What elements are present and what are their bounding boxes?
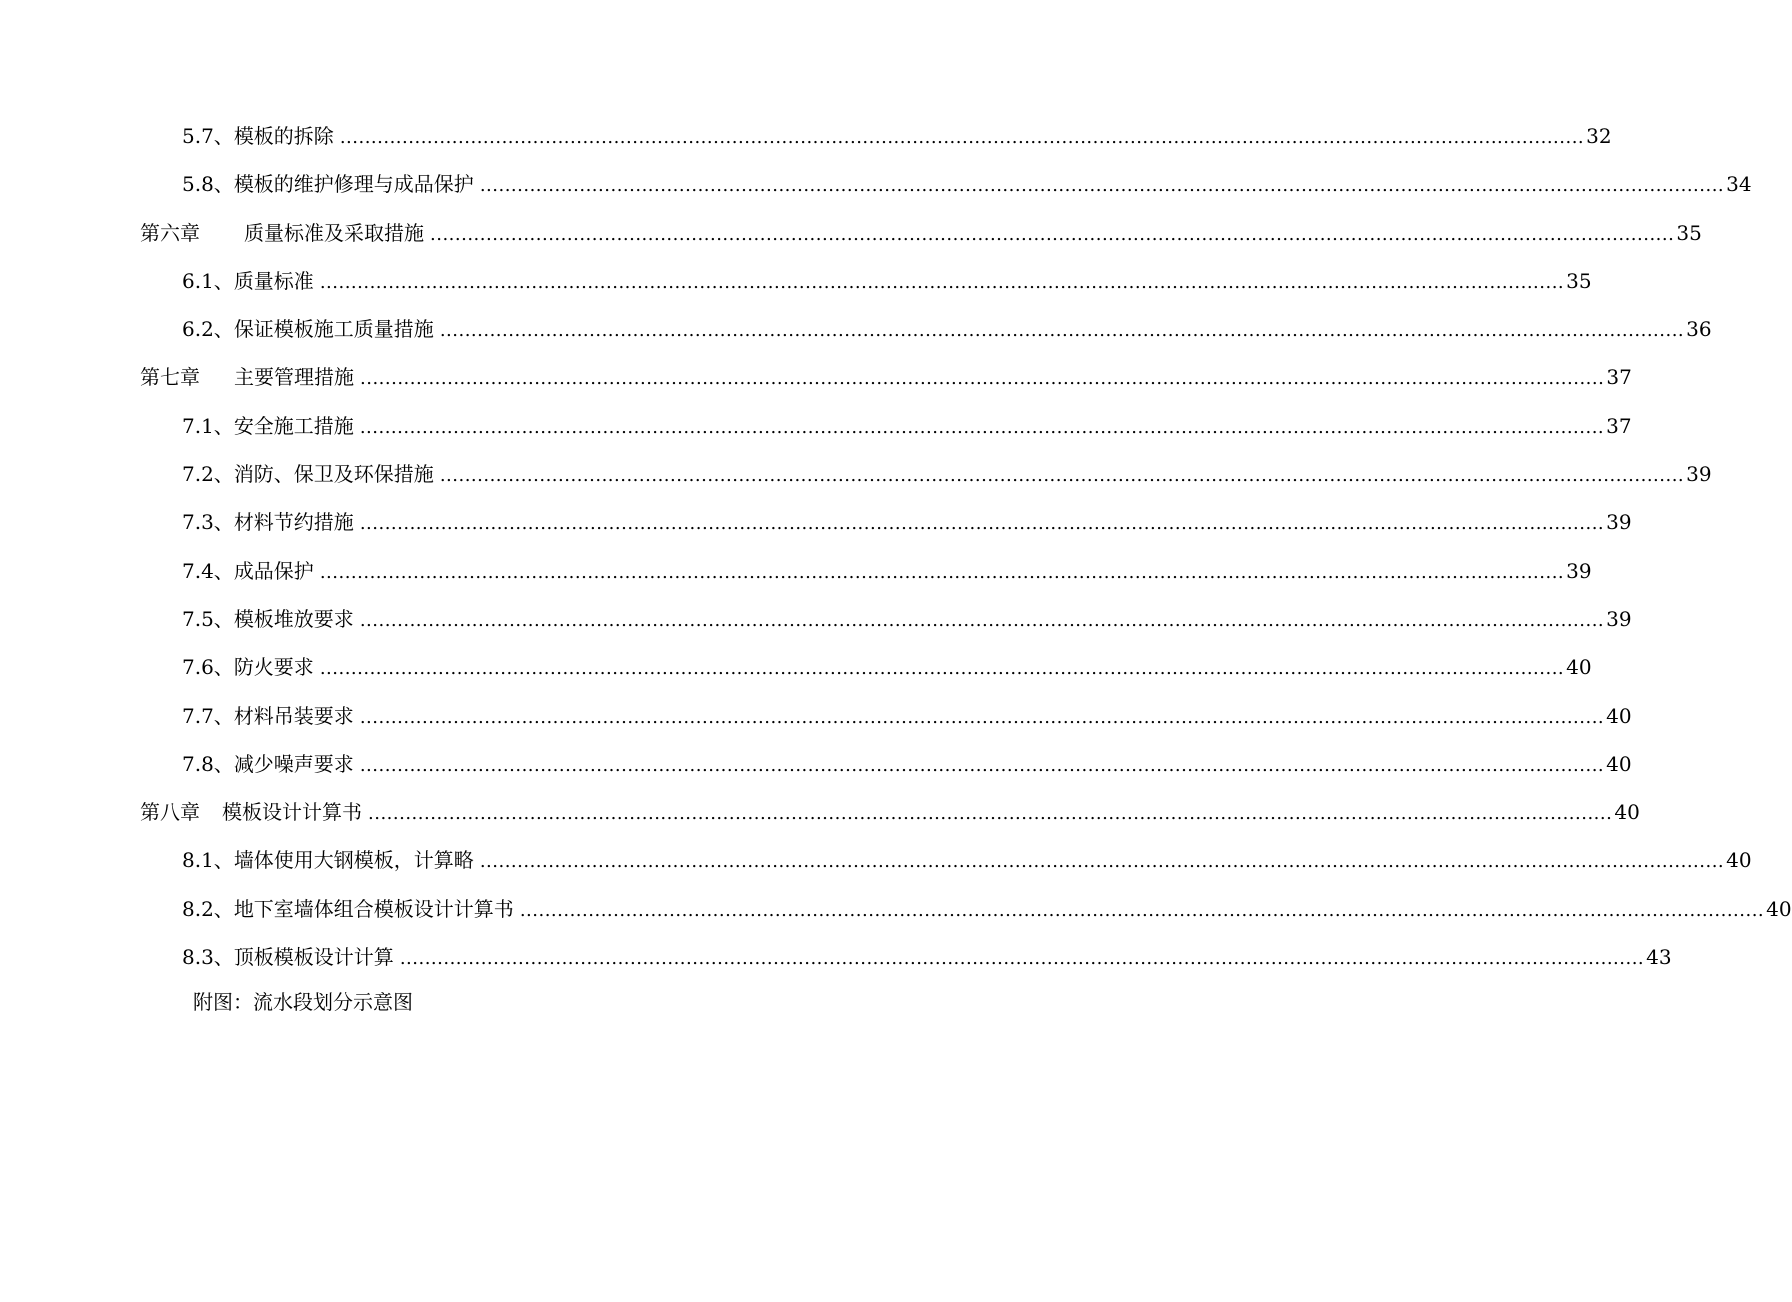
toc-entry-title: 减少噪声要求: [233, 751, 354, 776]
toc-entry[interactable]: [0, 498, 1632, 546]
toc-chapter-title: 模板设计计算书: [222, 800, 362, 825]
toc-entry-page: 37: [1606, 365, 1632, 390]
toc-entry[interactable]: [0, 836, 1752, 884]
table-of-contents: [0, 112, 1792, 981]
toc-entry-page: 39: [1606, 510, 1632, 535]
toc-entry-number: 8.3、: [182, 945, 234, 970]
toc-entry-page: 40: [1606, 751, 1632, 776]
toc-entry-title: 模板的维护修理与成品保护: [233, 172, 474, 197]
toc-entry-title: 安全施工措施: [233, 413, 354, 438]
toc-entry-title: 保证模板施工质量措施: [233, 317, 434, 342]
toc-entry-page: 39: [1686, 462, 1712, 487]
toc-entry-number: 7.3、: [182, 510, 234, 535]
toc-chapter-entry[interactable]: [0, 353, 1632, 401]
toc-entry-title: 顶板模板设计计算: [233, 945, 394, 970]
toc-entry-page: 35: [1566, 268, 1592, 293]
toc-entry-number: 8.1、: [182, 848, 234, 873]
toc-entry-number: 5.8、: [182, 172, 234, 197]
toc-leader-dots: ........................................................................................................................................................................................................: [360, 368, 1605, 390]
toc-entry-number: 5.7、: [182, 124, 234, 148]
toc-entry-title: 模板堆放要求: [233, 606, 354, 631]
toc-leader-dots: ........................................................................................................................................................................................................: [430, 223, 1675, 245]
toc-entry[interactable]: [0, 402, 1632, 450]
toc-leader-dots: ........................................................................................................................................................................................................: [359, 513, 1605, 535]
toc-entry-page: 40: [1726, 848, 1752, 873]
toc-entry-title: 材料节约措施: [233, 510, 354, 535]
toc-entry[interactable]: [0, 595, 1632, 643]
toc-entry-page: 39: [1566, 558, 1592, 583]
appendix-line[interactable]: 附图：流水段划分示意图: [193, 990, 413, 1014]
toc-entry[interactable]: [0, 885, 1792, 933]
toc-entry-title: 墙体使用大钢模板，计算略: [233, 848, 474, 873]
toc-entry-number: 8.2、: [182, 896, 234, 921]
toc-leader-dots: ........................................................................................................................................................................................................: [359, 609, 1605, 631]
toc-entry[interactable]: [0, 450, 1712, 498]
toc-entry-page: 40: [1614, 800, 1640, 825]
toc-entry-number: 6.2、: [182, 317, 234, 342]
toc-entry[interactable]: [0, 160, 1752, 208]
toc-entry-number: 7.8、: [182, 751, 234, 776]
toc-entry-title: 消防、保卫及环保措施: [233, 462, 434, 487]
toc-chapter-title: 质量标准及采取措施: [244, 220, 424, 245]
toc-entry-number: 6.1、: [182, 268, 234, 293]
toc-entry-page: 36: [1686, 317, 1712, 342]
toc-leader-dots: ........................................................................................................................................................................................................: [319, 271, 1565, 293]
toc-leader-dots: ........................................................................................................................................................................................................: [399, 948, 1645, 970]
toc-leader-dots: ........................................................................................................................................................................................................: [359, 416, 1605, 438]
toc-leader-dots: ........................................................................................................................................................................................................: [359, 754, 1605, 776]
toc-entry[interactable]: [0, 305, 1712, 353]
toc-chapter-entry[interactable]: [0, 788, 1640, 836]
toc-chapter-number: 第七章: [140, 365, 200, 390]
toc-leader-dots: ........................................................................................................................................................................................................: [439, 320, 1685, 342]
toc-entry-page: 39: [1606, 606, 1632, 631]
toc-entry-title: 防火要求: [233, 655, 314, 680]
toc-entry[interactable]: [0, 740, 1632, 788]
toc-leader-dots: ........................................................................................................................................................................................................: [439, 465, 1685, 487]
toc-leader-dots: ........................................................................................................................................................................................................: [479, 851, 1725, 873]
toc-chapter-number: 第六章: [140, 220, 200, 245]
toc-entry-title: 模板的拆除: [233, 124, 334, 148]
toc-entry[interactable]: [0, 112, 1612, 160]
toc-entry-title: 质量标准: [233, 268, 314, 293]
toc-entry-title: 材料吊装要求: [233, 703, 354, 728]
toc-chapter-entry[interactable]: [0, 209, 1702, 257]
toc-entry[interactable]: [0, 547, 1592, 595]
toc-entry-number: 7.1、: [182, 413, 234, 438]
toc-chapter-title: 主要管理措施: [234, 365, 354, 390]
toc-entry-page: 32: [1586, 124, 1612, 148]
toc-entry[interactable]: [0, 933, 1672, 981]
toc-leader-dots: ........................................................................................................................................................................................................: [359, 706, 1605, 728]
toc-entry-number: 7.5、: [182, 606, 234, 631]
toc-entry[interactable]: [0, 643, 1592, 691]
toc-leader-dots: ........................................................................................................................................................................................................: [479, 175, 1725, 197]
toc-entry[interactable]: [0, 257, 1592, 305]
toc-entry-number: 7.6、: [182, 655, 234, 680]
toc-entry-page: 40: [1606, 703, 1632, 728]
toc-chapter-number: 第八章: [140, 800, 200, 825]
toc-entry-number: 7.4、: [182, 558, 234, 583]
toc-entry-number: 7.7、: [182, 703, 234, 728]
toc-entry-page: 43: [1646, 945, 1672, 970]
toc-leader-dots: ........................................................................................................................................................................................................: [519, 899, 1765, 921]
toc-entry-page: 35: [1676, 220, 1702, 245]
toc-entry-title: 地下室墙体组合模板设计计算书: [233, 896, 514, 921]
toc-leader-dots: ........................................................................................................................................................................................................: [319, 658, 1565, 680]
toc-entry-page: 37: [1606, 413, 1632, 438]
toc-leader-dots: ........................................................................................................................................................................................................: [319, 561, 1565, 583]
toc-entry-title: 成品保护: [233, 558, 314, 583]
toc-entry-number: 7.2、: [182, 462, 234, 487]
toc-leader-dots: ........................................................................................................................................................................................................: [368, 803, 1613, 825]
toc-entry-page: 40: [1766, 896, 1792, 921]
toc-entry-page: 40: [1566, 655, 1592, 680]
toc-entry-page: 34: [1726, 172, 1752, 197]
toc-entry[interactable]: [0, 692, 1632, 740]
toc-leader-dots: ........................................................................................................................................................................................................: [339, 127, 1585, 148]
